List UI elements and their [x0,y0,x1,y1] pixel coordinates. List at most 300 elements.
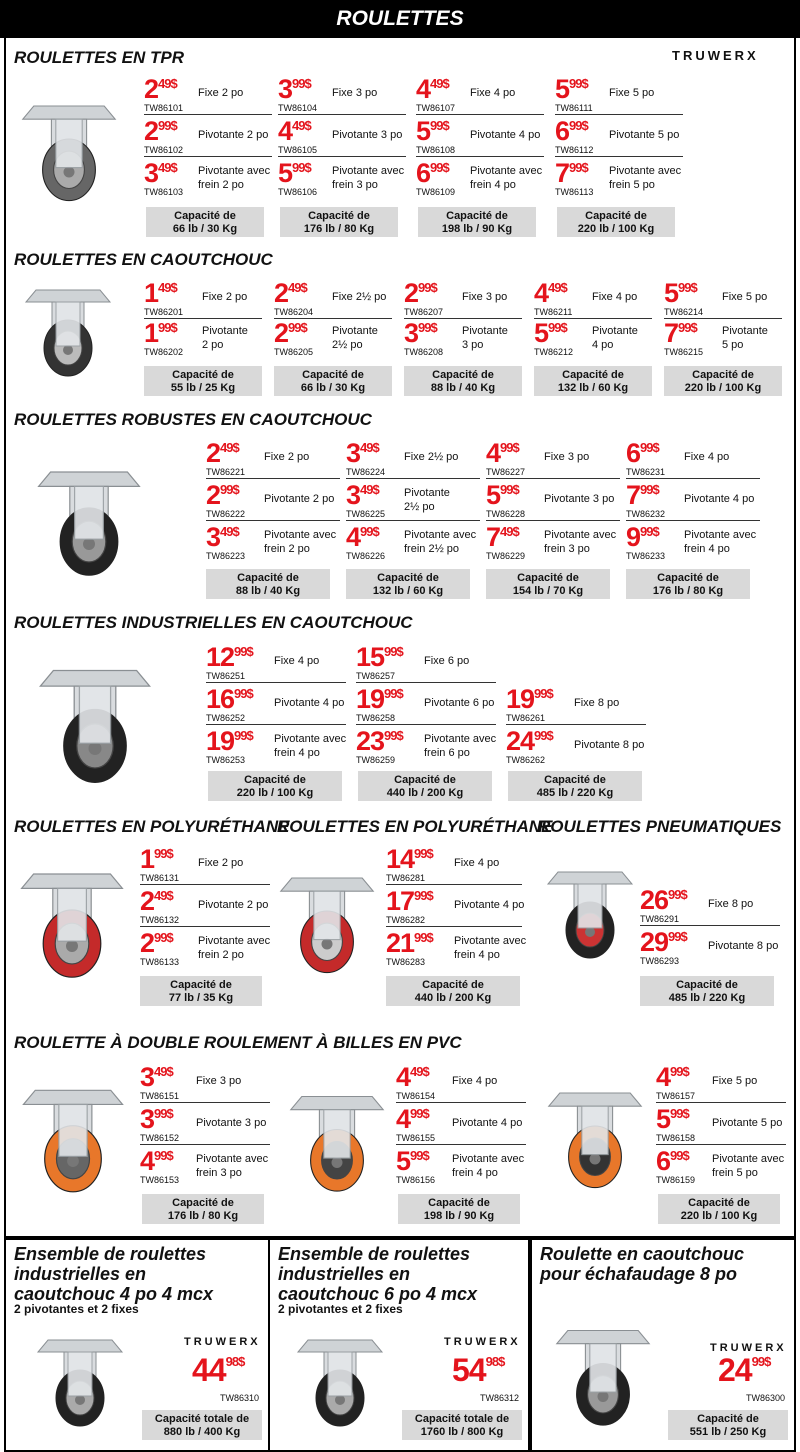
item-code: TW86113 [555,187,594,197]
item-code: TW86109 [416,187,456,197]
item-code: TW86105 [278,145,318,155]
item-code: TW86229 [486,551,526,561]
price [626,440,659,467]
price [396,1106,429,1133]
price-dollars: 3 [346,480,361,510]
price-dollars: 2 [206,438,221,468]
price-cents: 99 [384,644,397,659]
price [356,728,403,755]
capacity-box [404,366,522,396]
capacity-box [142,1194,264,1224]
price [486,482,519,509]
item-description: Fixe 3 po [544,451,590,463]
price [278,118,311,145]
divider [534,318,652,319]
item-description: Pivotante 6 po [424,697,495,709]
price [346,440,379,467]
item-description: Fixe 8 po [574,697,620,709]
capacity-value: 132 lb / 60 Kg [372,585,444,597]
item-code: TW86157 [656,1091,696,1101]
dollar-sign: $ [430,320,437,335]
capacity-value: 551 lb / 250 Kg [689,1426,767,1438]
dollar-sign: $ [166,846,173,861]
dollar-sign: $ [422,1106,429,1121]
divider [356,724,496,725]
capacity-value: 880 lb / 400 Kg [163,1426,241,1438]
item-code: TW86252 [206,713,246,723]
divider [346,520,480,521]
capacity-value: 176 lb / 80 Kg [303,223,375,235]
divider [626,478,760,479]
capacity-value: 88 lb / 40 Kg [430,382,496,394]
item-description: Pivotante 3 po [332,129,403,141]
item-description: Pivotante [462,325,508,337]
price [356,686,403,713]
brand-logo: TRUWERX [444,1336,521,1348]
item-code: TW86112 [555,145,594,155]
price-cents: 99 [384,728,397,743]
item-code: TW86208 [404,347,444,357]
dollar-sign: $ [512,440,519,455]
divider [274,318,392,319]
price [396,1064,429,1091]
price-dollars: 26 [640,885,669,915]
caster-image [548,1312,658,1437]
price-cents: 99 [500,482,513,497]
item-code: TW86205 [274,347,314,357]
price-cents: 99 [569,118,582,133]
price-cents: 49 [410,1064,423,1079]
price-cents: 49 [360,440,373,455]
capacity-value: 220 lb / 100 Kg [577,223,655,235]
price-cents: 49 [158,280,171,295]
item-description: Pivotante avec [274,733,347,745]
divider [386,926,522,927]
price-cents: 49 [154,1064,167,1079]
capacity-label: Capacité de [688,1197,750,1209]
price-cents: 99 [548,320,561,335]
price-cents: 98 [225,1354,239,1369]
price [192,1354,244,1386]
divider [404,318,522,319]
dollar-sign: $ [680,929,687,944]
dollar-sign: $ [430,280,437,295]
panel-title: industrielles en [278,1264,411,1284]
capacity-box [534,366,652,396]
price-dollars: 1 [144,318,159,348]
caster-image [12,862,132,982]
divider [416,156,544,157]
capacity-value: 77 lb / 35 Kg [168,992,234,1004]
divider [206,478,340,479]
price-cents: 49 [500,524,513,539]
price-dollars: 1 [140,844,155,874]
price-cents: 99 [288,320,301,335]
dollar-sign: $ [166,930,173,945]
price [278,76,311,103]
item-code: TW86201 [144,307,184,317]
price-dollars: 5 [555,74,570,104]
price-cents: 99 [158,118,171,133]
price-dollars: 4 [486,438,501,468]
brand-logo: TRUWERX [184,1336,261,1348]
price [664,280,697,307]
price [206,686,253,713]
price-dollars: 3 [140,1062,155,1092]
price-cents: 49 [288,280,301,295]
item-code: TW86133 [140,957,180,967]
price-cents: 99 [158,320,171,335]
caster-image [540,862,640,962]
price [664,320,697,347]
price [555,118,588,145]
panel-title: industrielles en [14,1264,147,1284]
capacity-label: Capacité de [244,774,306,786]
divider [144,156,272,157]
capacity-label: Capacité totale de [154,1413,250,1425]
price-cents: 99 [678,280,691,295]
capacity-label: Capacité de [676,979,738,991]
price-cents: 99 [534,686,547,701]
price-dollars: 5 [278,158,293,188]
price [404,280,437,307]
price [640,929,687,956]
item-description: 3 po [462,339,484,351]
price-dollars: 2 [140,886,155,916]
capacity-label: Capacité de [237,572,299,584]
dollar-sign: $ [304,118,311,133]
item-code: TW86231 [626,467,666,477]
divider [664,318,782,319]
item-description: Pivotante 8 po [574,739,645,751]
item-description: frein 2 po [198,179,244,191]
price-dollars: 6 [555,116,570,146]
capacity-box [208,771,342,801]
item-description: Pivotante avec [332,165,405,177]
price-dollars: 24 [718,1352,752,1388]
price [640,887,687,914]
item-description: Fixe 4 po [684,451,730,463]
item-description: Pivotante 4 po [274,697,345,709]
item-code: TW86281 [386,873,426,883]
section-title: ROULETTES EN POLYURÉTHANE [14,817,290,836]
price [206,728,253,755]
dollar-sign: $ [581,160,588,175]
capacity-box [358,771,492,801]
item-description: Pivotante 4 po [470,129,541,141]
caster-image [290,1325,390,1435]
dollar-sign: $ [232,440,239,455]
capacity-label: Capacité de [172,369,234,381]
divider [396,1102,526,1103]
capacity-box [346,569,470,599]
price-dollars: 5 [534,318,549,348]
item-code: TW86227 [486,467,526,477]
price-cents: 99 [569,76,582,91]
price [555,76,588,103]
price [452,1354,504,1386]
price-dollars: 9 [626,522,641,552]
capacity-label: Capacité de [428,1197,490,1209]
price-dollars: 4 [416,74,431,104]
item-description: frein 6 po [424,747,470,759]
price-dollars: 12 [206,642,235,672]
price-cents: 99 [154,1148,167,1163]
price-cents: 49 [548,280,561,295]
dollar-sign: $ [170,76,177,91]
item-description: Pivotante avec [198,935,271,947]
item-description: Pivotante 4 po [452,1117,523,1129]
item-description: Fixe 2 po [202,291,248,303]
price-cents: 99 [414,888,427,903]
price-dollars: 44 [192,1352,226,1388]
capacity-label: Capacité de [446,210,508,222]
divider [416,114,544,115]
price [396,1148,429,1175]
price-dollars: 2 [404,278,419,308]
capacity-value: 220 lb / 100 Kg [236,787,314,799]
item-description: 5 po [722,339,744,351]
divider [396,1144,526,1145]
section-title: ROULETTES EN CAOUTCHOUC [14,250,273,269]
capacity-value: 66 lb / 30 Kg [300,382,366,394]
item-description: frein 3 po [544,543,590,555]
item-code: TW86207 [404,307,444,317]
price-dollars: 7 [555,158,570,188]
item-description: Fixe 6 po [424,655,470,667]
price-dollars: 3 [140,1104,155,1134]
dollar-sign: $ [170,280,177,295]
capacity-value: 132 lb / 60 Kg [557,382,629,394]
item-code: TW86310 [220,1393,260,1403]
item-description: Fixe 4 po [454,857,500,869]
dollar-sign: $ [396,644,403,659]
capacity-box [626,569,750,599]
item-description: Pivotante avec [470,165,543,177]
item-description: Pivotante avec [684,529,757,541]
item-description: Pivotante 2 po [198,899,269,911]
item-code: TW86262 [506,755,546,765]
dollar-sign: $ [166,1064,173,1079]
price [386,930,433,957]
capacity-box [668,1410,788,1440]
item-description: Fixe 3 po [332,87,378,99]
item-code: TW86291 [640,914,680,924]
item-code: TW86108 [416,145,456,155]
brand-logo: TRUWERX [672,48,759,63]
dollar-sign: $ [442,76,449,91]
dollar-sign: $ [396,728,403,743]
capacity-box [508,771,642,801]
price-cents: 99 [418,280,431,295]
dollar-sign: $ [652,524,659,539]
item-description: 4 po [592,339,614,351]
item-description: Pivotante avec [196,1153,269,1165]
price-dollars: 54 [452,1352,486,1388]
panel-title: Ensemble de roulettes [14,1244,207,1264]
price [534,320,567,347]
capacity-box [144,366,262,396]
item-description: frein 4 po [470,179,516,191]
caster-image [540,1072,650,1202]
divider [206,520,340,521]
capacity-box [664,366,782,396]
price [274,320,307,347]
caster-image [14,95,124,205]
dollar-sign: $ [442,118,449,133]
dollar-sign: $ [300,320,307,335]
capacity-value: 176 lb / 80 Kg [652,585,724,597]
price-cents: 99 [234,644,247,659]
capacity-value: 485 lb / 220 Kg [536,787,614,799]
price [346,482,379,509]
price-dollars: 7 [626,480,641,510]
price [206,524,239,551]
price-dollars: 5 [396,1146,411,1176]
price-cents: 99 [414,930,427,945]
capacity-label: Capacité de [544,774,606,786]
price [278,160,311,187]
price [140,1106,173,1133]
price-cents: 99 [418,320,431,335]
capacity-label: Capacité de [172,1197,234,1209]
divider [278,114,406,115]
price-cents: 49 [154,888,167,903]
dollar-sign: $ [372,440,379,455]
item-description: Pivotante 2 po [264,493,335,505]
capacity-box [140,976,262,1006]
item-description: Pivotante avec [424,733,497,745]
item-code: TW86224 [346,467,386,477]
page-title: ROULETTES [0,0,800,38]
item-description: frein 4 po [452,1167,498,1179]
item-description: Fixe 8 po [708,898,754,910]
panel-title: Ensemble de roulettes [278,1244,471,1264]
price-cents: 99 [678,320,691,335]
price-dollars: 19 [206,726,235,756]
divider [140,884,270,885]
price [506,686,553,713]
price-dollars: 6 [416,158,431,188]
item-code: TW86221 [206,467,246,477]
item-code: TW86283 [386,957,426,967]
dollar-sign: $ [581,118,588,133]
divider [640,925,780,926]
price-dollars: 3 [206,522,221,552]
dollar-sign: $ [426,888,433,903]
price-cents: 99 [384,686,397,701]
capacity-box [280,207,398,237]
dollar-sign: $ [764,1354,771,1369]
price [506,728,553,755]
item-description: Fixe 5 po [722,291,768,303]
price-dollars: 5 [486,480,501,510]
item-code: TW86153 [140,1175,180,1185]
price [206,644,253,671]
dollar-sign: $ [170,320,177,335]
item-code: TW86228 [486,509,526,519]
dollar-sign: $ [581,76,588,91]
price-cents: 49 [158,76,171,91]
caster-image [24,460,154,580]
item-code: TW86154 [396,1091,436,1101]
dollar-sign: $ [426,846,433,861]
item-code: TW86111 [555,103,593,113]
price [140,930,173,957]
section-title: ROULETTES ROBUSTES EN CAOUTCHOUC [14,410,372,429]
divider [506,724,646,725]
item-description: Pivotante [202,325,248,337]
dollar-sign: $ [422,1064,429,1079]
item-description: Pivotante avec [198,165,271,177]
section-title: ROULETTE À DOUBLE ROULEMENT À BILLES EN PVC [14,1033,462,1052]
price-dollars: 4 [534,278,549,308]
item-code: TW86156 [396,1175,436,1185]
item-code: TW86104 [278,103,318,113]
divider [144,114,272,115]
divider [206,724,346,725]
capacity-label: Capacité de [432,369,494,381]
capacity-box [640,976,774,1006]
price-cents: 99 [414,846,427,861]
panel-subtitle: 2 pivotantes et 2 fixes [14,1302,139,1316]
dollar-sign: $ [560,320,567,335]
item-code: TW86106 [278,187,318,197]
capacity-label: Capacité de [517,572,579,584]
capacity-value: 154 lb / 70 Kg [512,585,584,597]
divider [555,114,683,115]
item-description: 2½ po [332,339,363,351]
item-description: Fixe 5 po [712,1075,758,1087]
caster-image [282,1078,392,1203]
dollar-sign: $ [166,1148,173,1163]
price-cents: 49 [360,482,373,497]
price-dollars: 16 [206,684,235,714]
capacity-value: 198 lb / 90 Kg [423,1210,495,1222]
item-description: frein 4 po [454,949,500,961]
item-description: Pivotante [592,325,638,337]
capacity-label: Capacité de [657,572,719,584]
item-code: TW86211 [534,307,573,317]
divider [626,520,760,521]
capacity-label: Capacité de [422,979,484,991]
price-cents: 99 [410,1148,423,1163]
dollar-sign: $ [690,280,697,295]
price [386,888,433,915]
item-code: TW86212 [534,347,574,357]
item-description: frein 2 po [264,543,310,555]
item-code: TW86226 [346,551,386,561]
panel-title: caoutchouc 4 po 4 mcx [14,1284,214,1304]
price-dollars: 4 [140,1146,155,1176]
capacity-label: Capacité totale de [414,1413,510,1425]
item-description: frein 3 po [196,1167,242,1179]
item-description: frein 5 po [609,179,655,191]
dollar-sign: $ [170,160,177,175]
price-cents: 99 [360,524,373,539]
price-dollars: 2 [274,278,289,308]
price-dollars: 7 [664,318,679,348]
price-cents: 99 [640,482,653,497]
dollar-sign: $ [166,888,173,903]
item-code: TW86107 [416,103,456,113]
item-description: Fixe 4 po [452,1075,498,1087]
item-code: TW86202 [144,347,184,357]
item-description: Fixe 4 po [274,655,320,667]
dollar-sign: $ [426,930,433,945]
price [386,846,433,873]
capacity-box [486,569,610,599]
